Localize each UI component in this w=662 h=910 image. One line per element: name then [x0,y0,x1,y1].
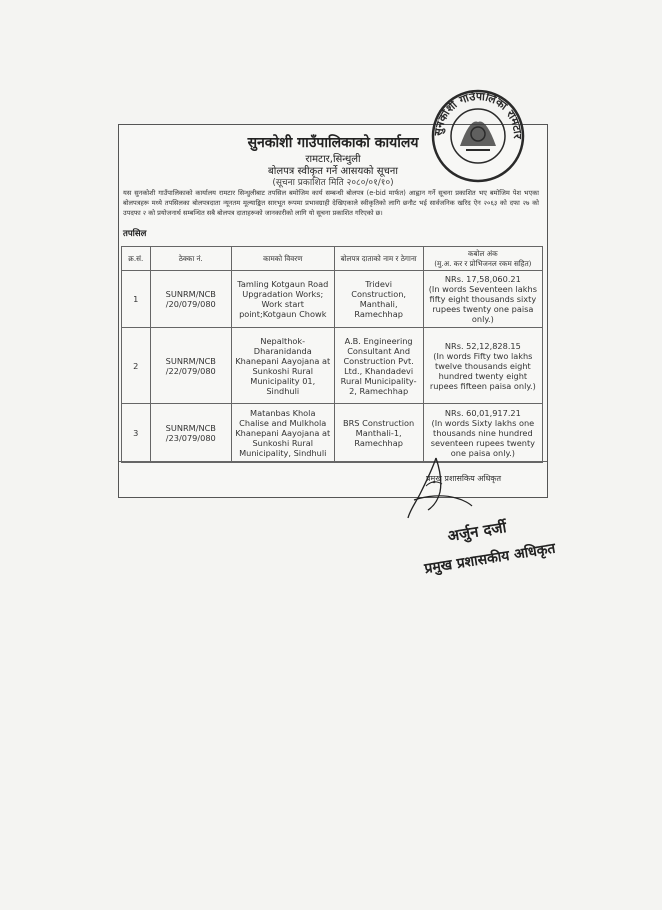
table-row [122,328,543,404]
table-row [122,404,543,463]
officer-designation: प्रमुख प्रशासकीय अधिकृत [423,540,557,578]
cell-bidder: Tridevi Construction, Manthali, Ramechhap [334,271,423,328]
table-header-row [122,247,543,271]
cell-sn: 3 [122,404,151,463]
amount-value: NRs. 52,12,828.15 [444,340,521,351]
cell-contract: SUNRM/NCB /20/079/080 [150,271,231,328]
amount-words: (In words Sixty lakhs one thousands nine hundred seventeen rupees twenty one paisa only.) [430,418,536,458]
cell-contract: SUNRM/NCB /22/079/080 [150,328,231,404]
cell-amount [423,271,542,328]
cell-amount [423,404,542,463]
cell-work: Matanbas Khola Chalise and Mulkhola Khanepani Aayojana at Sunkoshi Rural Municipality, Sindhuli [231,404,334,463]
official-seal-icon [430,88,526,184]
publish-date: (सूचना प्रकाशित मिति २०८०/०१/१०) [272,178,394,188]
cell-bidder: A.B. Engineering Consultant And Construction Pvt. Ltd., Khandadevi Rural Municipality-2, Ramechhap [334,328,423,404]
header-contract: ठेक्का नं. [150,247,231,271]
schedule-label: तपसिल [123,229,147,239]
amount-words: (In words Seventeen lakhs fifty eight thousands sixty rupees twenty one paisa only.) [428,284,537,324]
header-work: कामको विवरण [231,247,334,271]
table-row [122,271,543,328]
award-table [121,246,543,463]
officer-name: अर्जुन दर्जी [446,518,508,546]
header-amount-line1: कबोल अंक [468,248,498,258]
header-bidder: बोलपत्र दाताको नाम र ठेगाना [334,247,423,271]
cell-work: Nepalthok-Dharanidanda Khanepani Aayojana at Sunkoshi Rural Municipality 01, Sindhuli [231,328,334,404]
cell-work: Tamling Kotgaun Road Upgradation Works; Work start point;Kotgaun Chowk [231,271,334,328]
notice-body: यस सुनकोशी गाउँपालिकाको कार्यालय रामटार सिन्धुलीबाट तपसिल बमोजिम कार्य सम्बन्धी बोलपत्र (e-bid मार्फत) आह्वान गर्ने सूचना प्रकाशित भए बमोजिम पेश भएका बोलपत्रहरू मध्ये तपसिलका बोलपत्रदाता न्यूनतम मूल्याङ्कित सारभूत रूपमा प्रभावग्राही देखिएकाले स्वीकृतिको लागि छनौट भई सार्वजनिक खरिद ऐन २०६३ को दफा २७ को उपदफा २ को प्रयोजनार्थ सम्बन्धित सबै बोलपत्र दाताहरूको जानकारीको लागि यो सूचना प्रकाशित गरिएको छ। [123,189,539,217]
office-name: सुनकोशी गाउँपालिकाको कार्यालय [247,135,419,151]
signatory-label: प्रमुख प्रशासकिय अधिकृत [426,474,502,483]
seal-text: सुनकोशी गाउँपालिका रामटार [431,89,525,139]
cell-bidder: BRS Construction Manthali-1, Ramechhap [334,404,423,463]
amount-value: NRs. 17,58,060.21 [444,274,521,284]
amount-words: (In words Fifty two lakhs twelve thousands eight hundred twenty eight rupees fifteen paisa only.) [429,350,536,391]
name-stamp [420,512,570,582]
header-sn: क्र.सं. [122,247,151,271]
office-place: रामटार,सिन्धुली [305,154,361,165]
cell-sn: 1 [122,271,151,328]
header-amount [423,247,542,271]
cell-amount [423,328,542,404]
cell-contract: SUNRM/NCB /23/079/080 [150,404,231,463]
amount-value: NRs. 60,01,917.21 [444,408,521,418]
header-amount-line2: (मु.अ. कर र प्रोभिजनल रकम सहित) [434,258,532,268]
cell-sn: 2 [122,328,151,404]
footer-divider [119,461,547,462]
notice-title: बोलपत्र स्वीकृत गर्ने आसयको सूचना [268,166,398,177]
